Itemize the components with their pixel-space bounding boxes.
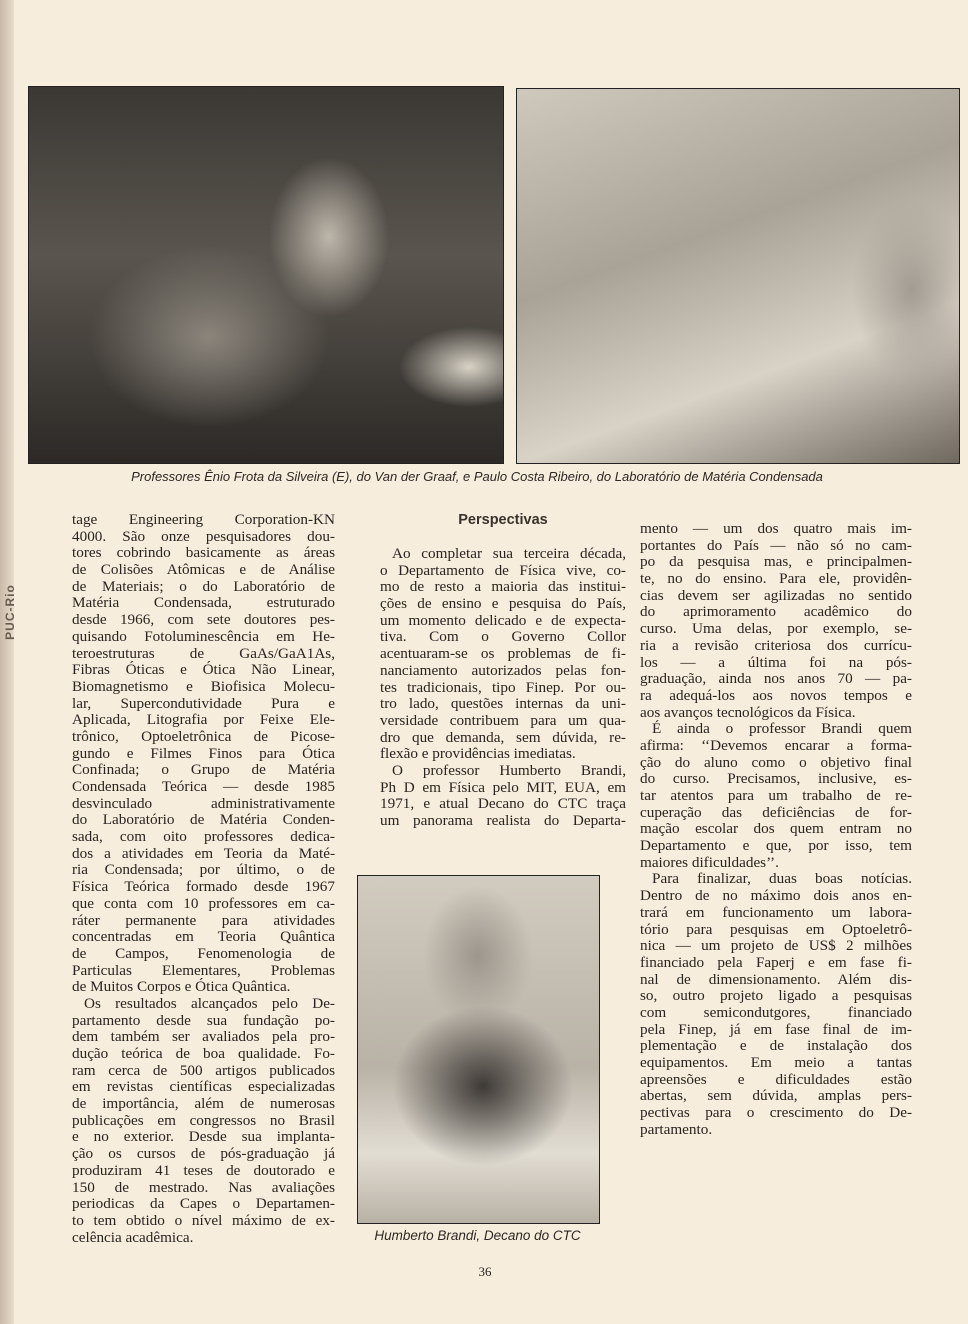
text-line: mento — um dos quatro mais im-: [640, 520, 912, 537]
text-line: tar atentos para um trabalho de re-: [640, 787, 912, 804]
text-line: Biomagnetismo e Biofisica Molecu-: [72, 677, 335, 695]
text-line: teroestruturas de GaAs/GaA1As,: [72, 644, 335, 662]
text-line: Os resultados alcançados pelo De-: [84, 994, 335, 1012]
side-tab-label: PUC-Rio: [3, 584, 17, 640]
text-line: gundo e Filmes Finos para Ótica: [72, 744, 335, 762]
text-line: Fibras Óticas e Ótica Não Linear,: [72, 661, 335, 679]
text-line: nal de dimensionamento. Além dis-: [640, 970, 912, 988]
text-line: partamento.: [640, 1120, 713, 1138]
text-line: ria Condensada; por último, o de: [72, 861, 335, 879]
text-line: graduação, ainda nos anos 70 — pa-: [640, 670, 912, 688]
text-line: Confinada; o Grupo de Matéria: [72, 761, 335, 779]
text-line: lar, Supercondutividade Pura e: [72, 694, 335, 712]
text-line: quisando Fotoluminescência em He-: [72, 627, 335, 645]
text-line: po da pesquisa mas, e principalmen-: [640, 553, 912, 571]
text-line: portantes do País — não só no cam-: [640, 536, 912, 554]
text-line: com semicondutgores, financiado: [640, 1003, 912, 1021]
text-line: tiva. Com o Governo Collor: [380, 628, 626, 646]
text-line: mação escolar dos quem entram no: [640, 820, 912, 838]
text-line: maiores dificuldades’’.: [640, 853, 779, 871]
text-line: ções de ensino e pesquisa do País,: [380, 595, 626, 613]
text-line: pela Finep, já em fase final de im-: [640, 1020, 912, 1038]
text-line: tro lado, questões internas da uni-: [380, 695, 626, 713]
photo-van-der-graaf-lab: [28, 86, 504, 464]
page-number: 36: [478, 1264, 492, 1279]
text-line: e no exterior. Desde sua implanta-: [72, 1128, 335, 1146]
text-line: publicações em congressos no Brasil: [72, 1111, 335, 1129]
text-line: ram cerca de 500 artigos publicados: [72, 1061, 335, 1079]
text-line: curso. Uma delas, por exemplo, se-: [640, 620, 912, 638]
text-line: ráter permanente para atividades: [72, 911, 335, 929]
text-line: tores cobrindo basicamente as áreas: [72, 544, 335, 562]
text-line: equipamentos. Em meio a tantas: [640, 1054, 912, 1071]
text-line: ria a revisão criteriosa dos currícu-: [640, 636, 912, 654]
text-line: de Colisões Atômicas e de Análise: [72, 561, 335, 579]
text-line: trará em funcionamento um labora-: [640, 903, 912, 921]
text-line: 4000. São onze pesquisadores dou-: [72, 527, 335, 545]
text-line: versidade contribuem para um qua-: [380, 711, 626, 729]
text-line: Para finalizar, duas boas notícias.: [652, 870, 912, 888]
text-line: pectivas para o crescimento do De-: [640, 1104, 912, 1122]
text-line: do aprimoramento acadêmico do: [640, 603, 912, 621]
text-line: apreensões e dificuldades estão: [640, 1070, 912, 1088]
text-line: to tem obtido o nível máximo de ex-: [72, 1211, 335, 1229]
paragraph: [72, 996, 335, 1246]
text-line: Aplicada, Litografia por Feixe Ele-: [72, 711, 335, 729]
text-line: que conta com 10 professores em ca-: [72, 894, 335, 912]
text-line: partamento desde sua fundação po-: [72, 1011, 335, 1029]
text-line: É ainda o professor Brandi quem: [652, 720, 912, 738]
text-line: de Materiais; o do Laboratório de: [72, 577, 335, 595]
text-line: Matéria Condensada, estruturado: [72, 594, 335, 612]
text-line: de Muitos Corpos e Ótica Quântica.: [72, 978, 291, 996]
text-line: tório para pesquisas em Optoeletrô-: [640, 920, 912, 938]
text-line: Ao completar sua terceira década,: [392, 545, 626, 562]
text-line: do Laboratório de Matéria Conden-: [72, 811, 335, 829]
text-line: mo de resto a maioria das institui-: [380, 578, 626, 596]
text-line: Ph D em Física pelo MIT, EUA, em: [380, 778, 626, 796]
side-tab: [0, 520, 16, 710]
text-line: de Campos, Fenomenologia de: [72, 944, 335, 962]
text-line: periodicas da Capes o Departamen-: [72, 1195, 335, 1213]
text-column-2: [380, 546, 626, 830]
text-line: o Departamento de Física vive, co-: [380, 561, 626, 579]
section-heading: Perspectivas: [458, 512, 548, 528]
paragraph: [640, 521, 912, 721]
text-line: sada, com oito professores dedica-: [72, 828, 335, 846]
text-line: acentuaram-se os problemas de fi-: [380, 645, 626, 663]
text-line: tes tradicionais, tipo Finep. Por ou-: [380, 678, 626, 696]
text-column-1: [72, 512, 335, 1246]
text-line: Particulas Elementares, Problemas: [72, 961, 335, 979]
text-line: desde 1966, com sete doutores pes-: [72, 611, 335, 629]
text-line: dução teórica de boa qualidade. Fo-: [72, 1045, 335, 1062]
text-line: produziram 41 teses de doutorado e: [72, 1161, 335, 1179]
text-line: plementação e de instalação dos: [640, 1037, 912, 1055]
text-line: dem também ser avaliados pela pro-: [72, 1028, 335, 1046]
text-line: cuperação das deficiências de for-: [640, 803, 912, 821]
text-line: los — a última foi na pós-: [640, 653, 912, 671]
text-line: financiado pela Faperj e em fase fi-: [640, 953, 912, 971]
text-line: afirma: ‘‘Devemos encarar a forma-: [640, 736, 912, 754]
text-line: um momento delicado e de expecta-: [380, 611, 626, 629]
text-line: Física Teórica formado desde 1967: [72, 878, 335, 896]
text-line: do curso. Precisamos, inclusive, es-: [640, 770, 912, 788]
text-line: em revistas científicas especializadas: [72, 1078, 335, 1096]
text-line: nica — um projeto de US$ 2 milhões: [640, 937, 912, 955]
text-line: celência acadêmica.: [72, 1228, 194, 1246]
text-line: aos avanços tecnológicos da Física.: [640, 703, 856, 721]
text-line: ção os cursos de pós-graduação já: [72, 1145, 335, 1163]
text-line: nanciamento autorizados pelas fon-: [380, 661, 626, 679]
text-line: cias devem ser agilizadas no sentido: [640, 586, 912, 604]
text-line: te, no do ensino. Para ele, providên-: [640, 570, 912, 588]
text-line: ra adequá-los aos novos tempos e: [640, 686, 912, 704]
text-line: ção do aluno como o objetivo final: [640, 753, 912, 771]
text-line: Departamento e que, por isso, tem: [640, 837, 912, 855]
paragraph: [380, 763, 626, 830]
text-line: concentradas em Teoria Quântica: [72, 928, 335, 946]
text-line: um panorama realista do Departa-: [380, 812, 626, 829]
text-line: trônico, Optoeletrônica de Picose-: [72, 727, 335, 745]
text-line: desvinculado administrativamente: [72, 794, 335, 812]
text-line: Dentro de no máximo dois anos en-: [640, 887, 912, 905]
text-line: so, outro projeto ligado a pesquisas: [640, 987, 912, 1005]
text-line: tage Engineering Corporation-KN: [72, 511, 335, 528]
paragraph: [72, 512, 335, 996]
photo-portrait-humberto-brandi: [357, 875, 600, 1224]
text-line: O professor Humberto Brandi,: [392, 761, 626, 779]
text-line: flexão e providências imediatas.: [380, 745, 576, 763]
paragraph: [640, 721, 912, 871]
text-line: dos a atividades em Teoria da Maté-: [72, 844, 335, 862]
text-line: 150 de mestrado. Nas avaliações: [72, 1178, 335, 1196]
text-line: dro que demanda, sem dúvida, re-: [380, 728, 626, 746]
text-line: 1971, e atual Decano do CTC traça: [380, 795, 626, 813]
paragraph: [380, 546, 626, 763]
paragraph: [640, 871, 912, 1138]
text-line: abertas, sem dúvida, amplas pers-: [640, 1087, 912, 1105]
top-photos-caption: Professores Ênio Frota da Silveira (E), do Van der Graaf, e Paulo Costa Ribeiro, do Laboratório de Matéria Condensada: [131, 469, 823, 484]
text-line: de importância, além de numerosas: [72, 1095, 335, 1113]
portrait-caption: Humberto Brandi, Decano do CTC: [374, 1228, 581, 1243]
text-line: Condensada Teórica — desde 1985: [72, 778, 335, 795]
photo-condensed-matter-lab: [516, 88, 960, 464]
text-column-3: [640, 521, 912, 1138]
